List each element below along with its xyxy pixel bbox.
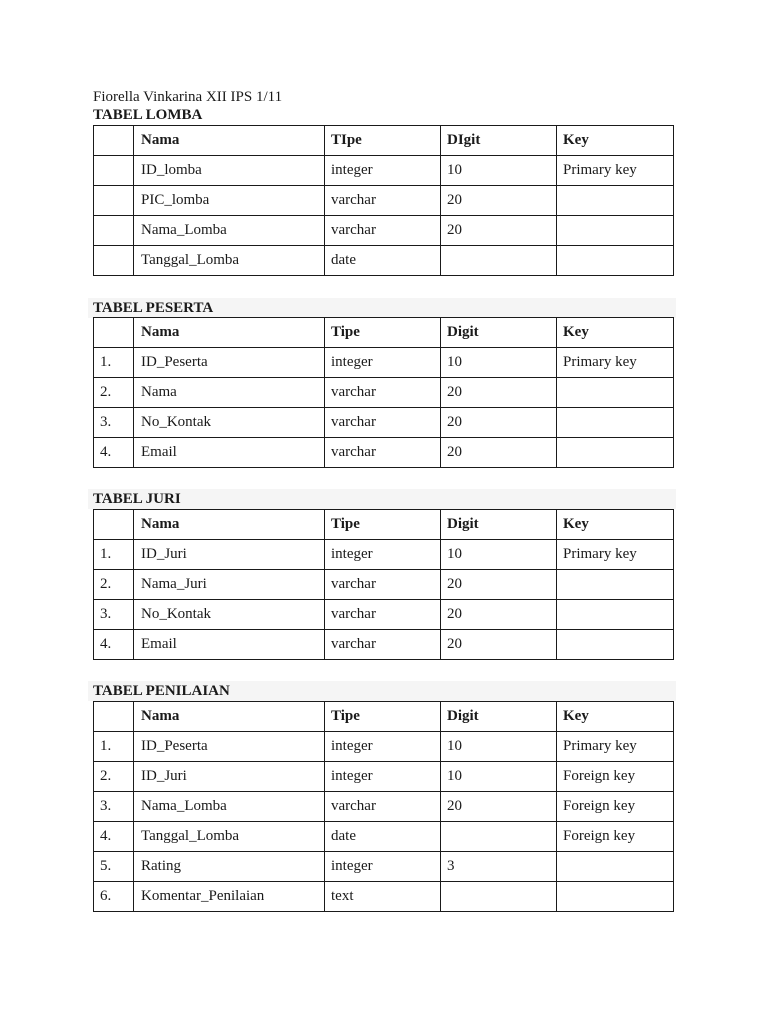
field-type-cell: varchar [325, 216, 441, 246]
field-key-cell [557, 186, 674, 216]
field-key-cell: Primary key [557, 156, 674, 186]
header-cell-nama: Nama [134, 510, 325, 540]
field-digit-cell [441, 246, 557, 276]
section-title-lomba: TABEL LOMBA [93, 107, 203, 123]
row-number-cell: 2. [94, 762, 134, 792]
field-key-cell [557, 246, 674, 276]
field-name-cell: Nama_Juri [134, 570, 325, 600]
field-key-cell [557, 438, 674, 468]
header-cell-nama: Nama [134, 318, 325, 348]
row-number-cell: 3. [94, 408, 134, 438]
table-row [94, 156, 674, 186]
field-digit-cell: 20 [441, 216, 557, 246]
header-cell-tipe: TIpe [325, 126, 441, 156]
field-digit-cell: 20 [441, 570, 557, 600]
row-number-cell [94, 246, 134, 276]
header-cell-tipe: Tipe [325, 510, 441, 540]
header-cell-no [94, 702, 134, 732]
table-row [94, 540, 674, 570]
field-name-cell: Nama [134, 378, 325, 408]
table-header-row [94, 510, 674, 540]
header-cell-key: Key [557, 702, 674, 732]
table-row [94, 630, 674, 660]
row-number-cell: 1. [94, 348, 134, 378]
table-row [94, 852, 674, 882]
field-type-cell: varchar [325, 630, 441, 660]
row-number-cell: 2. [94, 378, 134, 408]
header-cell-nama: Nama [134, 702, 325, 732]
table-row [94, 186, 674, 216]
field-type-cell: varchar [325, 378, 441, 408]
section-title-penilaian: TABEL PENILAIAN [93, 683, 230, 699]
field-key-cell: Primary key [557, 540, 674, 570]
field-type-cell: text [325, 882, 441, 912]
field-digit-cell: 20 [441, 600, 557, 630]
field-key-cell: Foreign key [557, 762, 674, 792]
field-digit-cell: 10 [441, 540, 557, 570]
row-number-cell: 4. [94, 630, 134, 660]
field-name-cell: ID_Peserta [134, 732, 325, 762]
field-type-cell: varchar [325, 186, 441, 216]
header-cell-key: Key [557, 126, 674, 156]
row-number-cell [94, 216, 134, 246]
field-name-cell: Nama_Lomba [134, 792, 325, 822]
table-row [94, 792, 674, 822]
field-key-cell [557, 600, 674, 630]
field-type-cell: date [325, 822, 441, 852]
field-key-cell [557, 630, 674, 660]
table-row [94, 216, 674, 246]
table-row [94, 378, 674, 408]
field-digit-cell: 20 [441, 378, 557, 408]
header-cell-no [94, 126, 134, 156]
field-name-cell: No_Kontak [134, 600, 325, 630]
field-type-cell: integer [325, 540, 441, 570]
header-cell-key: Key [557, 318, 674, 348]
field-name-cell: ID_Juri [134, 762, 325, 792]
field-key-cell: Primary key [557, 732, 674, 762]
row-number-cell: 3. [94, 600, 134, 630]
header-cell-nama: Nama [134, 126, 325, 156]
row-number-cell: 6. [94, 882, 134, 912]
table-row [94, 882, 674, 912]
table-header-row [94, 318, 674, 348]
field-name-cell: Tanggal_Lomba [134, 246, 325, 276]
table-row [94, 246, 674, 276]
field-key-cell: Primary key [557, 348, 674, 378]
table-header-row [94, 126, 674, 156]
field-name-cell: ID_lomba [134, 156, 325, 186]
field-digit-cell [441, 882, 557, 912]
field-type-cell: integer [325, 762, 441, 792]
row-number-cell: 5. [94, 852, 134, 882]
field-key-cell [557, 852, 674, 882]
row-number-cell: 4. [94, 822, 134, 852]
field-digit-cell: 10 [441, 732, 557, 762]
field-name-cell: ID_Juri [134, 540, 325, 570]
field-name-cell: No_Kontak [134, 408, 325, 438]
field-digit-cell: 20 [441, 186, 557, 216]
table-row [94, 762, 674, 792]
table-juri [93, 509, 674, 660]
field-type-cell: varchar [325, 570, 441, 600]
field-key-cell: Foreign key [557, 792, 674, 822]
field-name-cell: Komentar_Penilaian [134, 882, 325, 912]
row-number-cell: 2. [94, 570, 134, 600]
header-cell-digit: Digit [441, 702, 557, 732]
table-lomba [93, 125, 674, 276]
field-key-cell [557, 408, 674, 438]
field-digit-cell: 20 [441, 630, 557, 660]
field-digit-cell: 20 [441, 438, 557, 468]
field-digit-cell [441, 822, 557, 852]
header-cell-tipe: Tipe [325, 318, 441, 348]
header-cell-digit: Digit [441, 318, 557, 348]
field-type-cell: integer [325, 732, 441, 762]
table-row [94, 348, 674, 378]
field-type-cell: varchar [325, 438, 441, 468]
field-name-cell: Nama_Lomba [134, 216, 325, 246]
field-type-cell: varchar [325, 408, 441, 438]
field-type-cell: date [325, 246, 441, 276]
section-title-juri: TABEL JURI [93, 491, 181, 507]
table-row [94, 408, 674, 438]
header-cell-digit: DIgit [441, 126, 557, 156]
field-name-cell: Rating [134, 852, 325, 882]
field-key-cell: Foreign key [557, 822, 674, 852]
header-cell-no [94, 510, 134, 540]
field-key-cell [557, 570, 674, 600]
table-penilaian [93, 701, 674, 912]
field-key-cell [557, 216, 674, 246]
field-digit-cell: 20 [441, 792, 557, 822]
header-cell-no [94, 318, 134, 348]
field-type-cell: integer [325, 156, 441, 186]
field-type-cell: varchar [325, 600, 441, 630]
field-digit-cell: 20 [441, 408, 557, 438]
field-name-cell: ID_Peserta [134, 348, 325, 378]
table-header-row [94, 702, 674, 732]
row-number-cell: 4. [94, 438, 134, 468]
field-digit-cell: 10 [441, 762, 557, 792]
field-type-cell: varchar [325, 792, 441, 822]
row-number-cell: 3. [94, 792, 134, 822]
field-type-cell: integer [325, 348, 441, 378]
table-peserta [93, 317, 674, 468]
header-cell-digit: Digit [441, 510, 557, 540]
table-row [94, 570, 674, 600]
row-number-cell [94, 186, 134, 216]
field-key-cell [557, 882, 674, 912]
row-number-cell: 1. [94, 732, 134, 762]
row-number-cell [94, 156, 134, 186]
header-cell-key: Key [557, 510, 674, 540]
field-digit-cell: 10 [441, 348, 557, 378]
field-name-cell: Email [134, 438, 325, 468]
field-name-cell: PIC_lomba [134, 186, 325, 216]
table-row [94, 600, 674, 630]
table-row [94, 732, 674, 762]
row-number-cell: 1. [94, 540, 134, 570]
table-row [94, 822, 674, 852]
field-key-cell [557, 378, 674, 408]
field-digit-cell: 10 [441, 156, 557, 186]
field-name-cell: Email [134, 630, 325, 660]
field-type-cell: integer [325, 852, 441, 882]
section-title-peserta: TABEL PESERTA [93, 300, 214, 316]
table-row [94, 438, 674, 468]
document-author-line: Fiorella Vinkarina XII IPS 1/11 [93, 89, 283, 105]
field-digit-cell: 3 [441, 852, 557, 882]
field-name-cell: Tanggal_Lomba [134, 822, 325, 852]
header-cell-tipe: Tipe [325, 702, 441, 732]
